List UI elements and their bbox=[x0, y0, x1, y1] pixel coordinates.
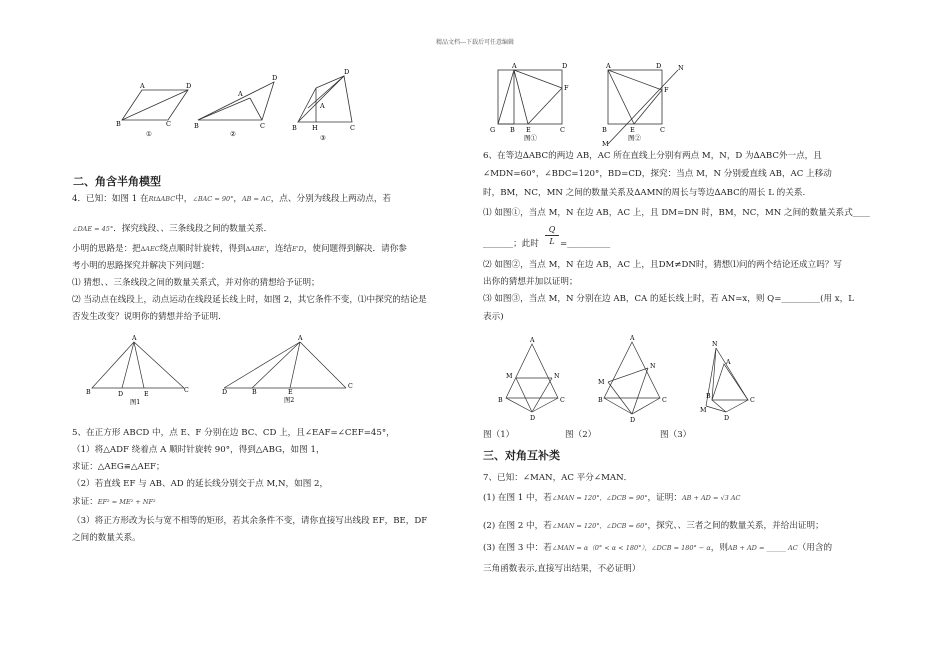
svg-text:图1: 图1 bbox=[130, 399, 141, 406]
svg-text:D: D bbox=[530, 415, 536, 422]
q5-line6: （3）将正方形改为长与宽不相等的矩形，若其余条件不变，请你直接写出线段 EF，BE，DF bbox=[72, 516, 428, 526]
q6-line5b: =__________ bbox=[560, 239, 611, 249]
svg-text:N: N bbox=[650, 363, 656, 370]
svg-text:C: C bbox=[348, 383, 353, 390]
svg-text:A: A bbox=[298, 335, 303, 342]
q4-figures bbox=[84, 334, 374, 410]
svg-text:M: M bbox=[598, 379, 605, 386]
svg-text:B: B bbox=[116, 120, 121, 128]
q7-line5: 三角函数表示,直接写出结果，不必证明） bbox=[483, 564, 641, 574]
svg-text:②: ② bbox=[230, 130, 236, 138]
svg-text:D: D bbox=[562, 62, 568, 70]
svg-text:①: ① bbox=[146, 130, 152, 138]
section2-title: 二、角含半角模型 bbox=[73, 175, 161, 188]
q4-line5: ⑴ 猜想、、三条线段之间的数量关系式，并对你的猜想给予证明； bbox=[72, 278, 320, 288]
svg-text:A: A bbox=[320, 102, 325, 110]
svg-text:M: M bbox=[506, 373, 513, 380]
svg-text:③: ③ bbox=[320, 134, 326, 142]
q5-line4: （2）若直线 EF 与 AB、AD 的延长线分别交于点 M,N，如图 2， bbox=[72, 479, 329, 489]
svg-text:F: F bbox=[664, 86, 669, 94]
svg-text:B: B bbox=[252, 389, 257, 396]
q6-line5: _______；此时 bbox=[483, 239, 539, 249]
svg-text:D: D bbox=[186, 82, 192, 90]
svg-text:H: H bbox=[312, 124, 318, 132]
q7-line1: 7、已知：∠MAN，AC 平分∠MAN． bbox=[483, 473, 633, 483]
section3-title: 三、对角互补类 bbox=[483, 449, 560, 462]
svg-text:E: E bbox=[288, 389, 293, 396]
svg-text:D: D bbox=[724, 415, 730, 422]
svg-text:D: D bbox=[222, 389, 228, 396]
svg-text:C: C bbox=[184, 387, 189, 394]
q7-line4: (3) 在图 3 中：若∠MAN = α（0° < α < 180°），∠DCB = 180° − α，则AB + AD = ______ AC（用含的 bbox=[483, 543, 833, 553]
svg-text:A: A bbox=[140, 82, 145, 90]
q6-line1: 6、在等边∆ABC的两边 AB，AC 所在直线上分别有两点 M，N，D 为∆ABC外一点，且 bbox=[483, 151, 822, 161]
svg-text:E: E bbox=[630, 126, 635, 134]
svg-text:B: B bbox=[292, 124, 297, 132]
svg-text:G: G bbox=[490, 126, 496, 134]
q6-fig-caption-1: 图（1） bbox=[483, 430, 515, 440]
q7-line3: (2) 在图 2 中，若∠MAN = 120°，∠DCB = 60°，探究、、三者之间的数量关系，并给出证明； bbox=[483, 521, 824, 531]
svg-text:E: E bbox=[144, 391, 149, 398]
page-header: 精品文档---下载后可任意编辑 bbox=[435, 39, 515, 46]
q5-line3: 求证：△AEG≌△AEF； bbox=[72, 462, 165, 472]
q5-line2: （1）将△ADF 绕着点 A 顺时针旋转 90°，得到△ABG，如图 1， bbox=[72, 445, 325, 455]
q4-line3: 小明的思路是：把∆AEC绕点顺时针旋转，得到∆ABE'，连结E'D，使问题得到解决．请你参 bbox=[72, 244, 407, 254]
q5-line5: 求证：EF² = ME² + NF² bbox=[72, 497, 156, 507]
q4-line7: 否发生改变？说明你的猜想并给予证明． bbox=[72, 312, 227, 322]
q4-line4: 考小明的思路探究并解决下列问题： bbox=[72, 261, 210, 271]
svg-text:D: D bbox=[118, 391, 124, 398]
q4-line6: ⑵ 当动点在线段上，动点运动在线段延长线上时，如图 2，其它条件不变，⑴中探究的结论是 bbox=[72, 295, 427, 305]
fig2-shape bbox=[198, 82, 274, 120]
q6-line9: 表示) bbox=[483, 312, 504, 322]
svg-text:C: C bbox=[750, 397, 755, 404]
q7-line2: (1) 在图 1 中，若∠MAN = 120°，∠DCB = 90°，证明：AB + AD = √3 AC bbox=[483, 493, 741, 503]
q6-line3: 时，BM，NC，MN 之间的数量关系及∆AMN的周长与等边∆ABC的周长 L 的关系. bbox=[483, 188, 806, 198]
q6-line8: ⑶ 如图③，当点 M，N 分别在边 AB，CA 的延长线上时，若 AN=x，则 Q=_________(用 x，L bbox=[483, 294, 854, 304]
svg-text:M: M bbox=[700, 407, 707, 414]
svg-text:C: C bbox=[350, 124, 355, 132]
q6-fig-caption-3: 图（3） bbox=[660, 430, 692, 440]
svg-text:A: A bbox=[512, 62, 517, 70]
q6-figures bbox=[494, 334, 764, 424]
svg-text:图2: 图2 bbox=[284, 397, 295, 404]
svg-text:A: A bbox=[606, 62, 611, 70]
svg-text:C: C bbox=[560, 397, 565, 404]
svg-text:B: B bbox=[602, 126, 607, 134]
svg-text:C: C bbox=[662, 397, 667, 404]
svg-text:F: F bbox=[564, 84, 569, 92]
svg-text:D: D bbox=[656, 62, 662, 70]
svg-text:N: N bbox=[712, 341, 718, 348]
svg-text:图①: 图① bbox=[524, 134, 537, 142]
svg-text:D: D bbox=[272, 74, 278, 82]
q5-line1: 5、在正方形 ABCD 中，点 E、F 分别在边 BC、CD 上，且∠EAF=∠CEF=45°， bbox=[72, 428, 395, 438]
svg-text:M: M bbox=[602, 140, 609, 148]
q6-fig-caption-2: 图（2） bbox=[565, 430, 597, 440]
svg-text:A: A bbox=[132, 335, 137, 342]
q4-line2: ∠DAE = 45°．探究线段、、三条线段之间的数量关系． bbox=[72, 224, 273, 234]
q5-line7: 之间的数量关系。 bbox=[72, 533, 141, 543]
svg-text:B: B bbox=[194, 122, 199, 130]
svg-text:C: C bbox=[560, 126, 565, 134]
q4-line1: 4．已知：如图 1 在Rt∆ABC中，∠BAC = 90°，AB = AC，点、分别为线段上两动点，若 bbox=[72, 194, 392, 204]
svg-text:B: B bbox=[86, 389, 91, 396]
q6-fraction: Q L bbox=[545, 224, 559, 247]
q6-line7: 出你的猜想并加以证明； bbox=[483, 277, 578, 287]
q6-line4: ⑴ 如图①，当点 M，N 在边 AB，AC 上，且 DM=DN 时，BM，NC，MN 之间的数量关系式____ bbox=[483, 208, 870, 218]
svg-text:N: N bbox=[678, 64, 684, 72]
top-left-figures bbox=[112, 64, 374, 146]
q6-line2: ∠MDN=60°，∠BDC=120°，BD=CD，探究：当点 M，N 分别爱直线 AB，AC 上移动 bbox=[483, 169, 832, 179]
svg-text:N: N bbox=[554, 373, 560, 380]
svg-text:图②: 图② bbox=[628, 134, 641, 142]
fig3-triangle bbox=[298, 76, 352, 122]
svg-text:B: B bbox=[706, 393, 711, 400]
svg-text:E: E bbox=[526, 126, 531, 134]
svg-text:A: A bbox=[726, 359, 731, 366]
q6-line6: ⑵ 如图②，当点 M，N 在边 AB，AC 上，且DM≠DN时，猜想⑴问的两个结论还成立吗？写 bbox=[483, 260, 842, 270]
svg-text:C: C bbox=[260, 122, 265, 130]
svg-text:D: D bbox=[630, 417, 636, 424]
svg-text:C: C bbox=[660, 126, 665, 134]
svg-text:A: A bbox=[530, 337, 535, 344]
svg-text:D: D bbox=[344, 68, 350, 76]
svg-text:A: A bbox=[238, 90, 243, 98]
svg-text:B: B bbox=[598, 397, 603, 404]
svg-text:C: C bbox=[166, 120, 171, 128]
top-right-figures bbox=[484, 60, 694, 148]
svg-text:B: B bbox=[498, 397, 503, 404]
svg-text:B: B bbox=[510, 126, 515, 134]
svg-text:A: A bbox=[630, 335, 635, 342]
